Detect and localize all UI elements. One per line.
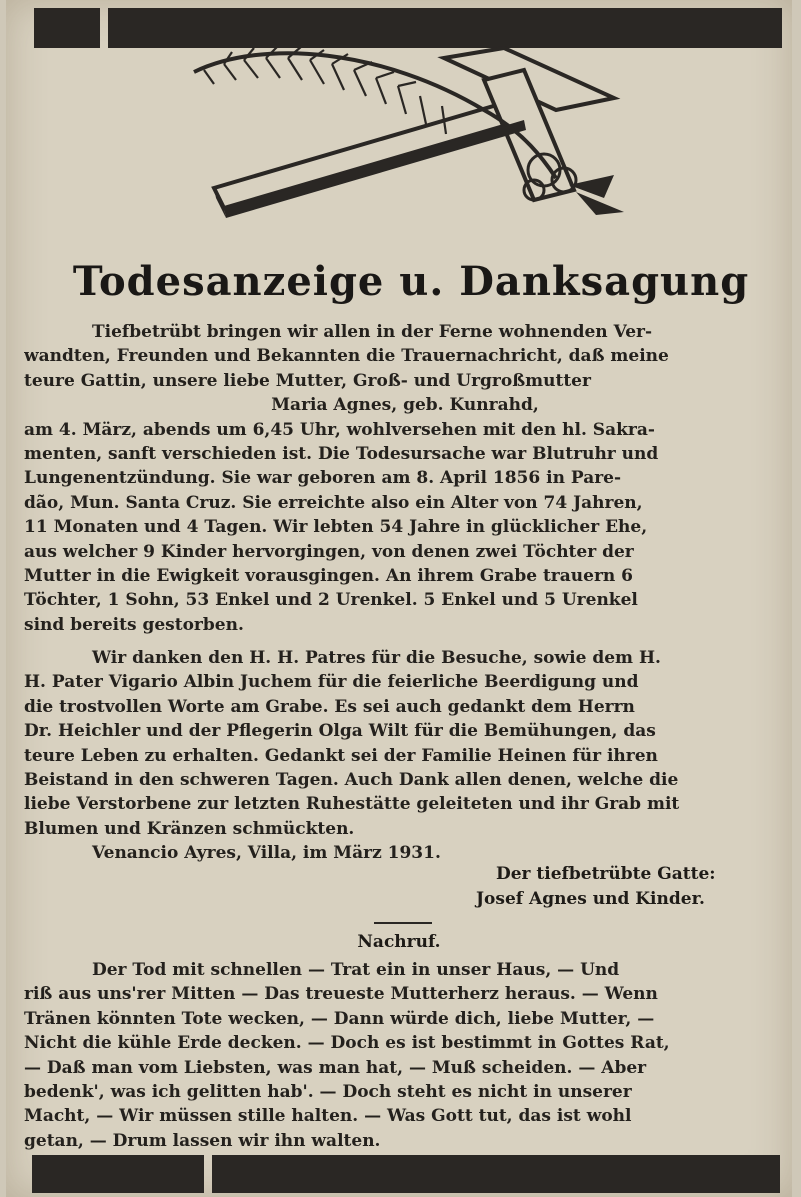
signature-line-1: Der tiefbetrübte Gatte: bbox=[496, 864, 716, 884]
text-line: teure Gattin, unsere liebe Mutter, Groß- und Urgroßmutter bbox=[24, 370, 591, 391]
text-line: wandten, Freunden und Bekannten die Trauernachricht, daß meine bbox=[24, 346, 669, 367]
text-line: Nicht die kühle Erde decken. — Doch es ist bestimmt in Gottes Rat, bbox=[24, 1033, 670, 1054]
announcement-text bbox=[24, 320, 786, 637]
place-date: Venancio Ayres, Villa, im März 1931. bbox=[92, 843, 441, 864]
text-line: teure Leben zu erhalten. Gedankt sei der Familie Heinen für ihren bbox=[24, 745, 658, 766]
text-line: liebe Verstorbene zur letzten Ruhestätte geleiteten und ihr Grab mit bbox=[24, 794, 680, 815]
text-line: Beistand in den schweren Tagen. Auch Dank allen denen, welche die bbox=[24, 769, 679, 790]
text-line: — Daß man vom Liebsten, was man hat, — Muß scheiden. — Aber bbox=[24, 1057, 647, 1078]
divider bbox=[374, 922, 432, 924]
page-title: Todesanzeige u. Danksagung bbox=[72, 258, 750, 305]
text-line: H. Pater Vigario Albin Juchem für die feierliche Beerdigung und bbox=[24, 672, 639, 693]
text-line: Wir danken den H. H. Patres für die Besuche, sowie dem H. bbox=[92, 648, 661, 668]
text-line: Töchter, 1 Sohn, 53 Enkel und 2 Urenkel. 5 Enkel und 5 Urenkel bbox=[24, 590, 638, 611]
text-line: dão, Mun. Santa Cruz. Sie erreichte also ein Alter von 74 Jahren, bbox=[24, 492, 643, 513]
text-line: Tiefbetrübt bringen wir allen in der Ferne wohnenden Ver- bbox=[92, 322, 653, 342]
text-line: Tränen könnten Tote wecken, — Dann würde dich, liebe Mutter, — bbox=[24, 1008, 655, 1029]
text-line: bedenk', was ich gelitten hab'. — Doch steht es nicht in unserer bbox=[24, 1081, 632, 1102]
text-line: aus welcher 9 Kinder hervorgingen, von denen zwei Töchter der bbox=[24, 541, 634, 562]
text-line: riß aus uns'rer Mitten — Das treueste Mutterherz heraus. — Wenn bbox=[24, 984, 658, 1005]
text-line: getan, — Drum lassen wir ihn walten. bbox=[24, 1130, 381, 1151]
bottom-black-rule bbox=[32, 1155, 780, 1193]
text-line: Lungenentzündung. Sie war geboren am 8. April 1856 in Pare- bbox=[24, 468, 622, 489]
text-line: Blumen und Kränzen schmückten. bbox=[24, 818, 355, 839]
deceased-name: Maria Agnes, geb. Kunrahd, bbox=[271, 395, 539, 416]
text-line: 11 Monaten und 4 Tagen. Wir lebten 54 Jahre in glücklicher Ehe, bbox=[24, 517, 648, 538]
text-line: Der Tod mit schnellen — Trat ein in unser Haus, — Und bbox=[92, 960, 620, 980]
text-line: Mutter in die Ewigkeit vorausgingen. An ihrem Grabe trauern 6 bbox=[24, 565, 634, 586]
text-line: Macht, — Wir müssen stille halten. — Was Gott tut, das ist wohl bbox=[24, 1106, 632, 1127]
newspaper-clipping bbox=[6, 0, 792, 1197]
text-line: sind bereits gestorben. bbox=[24, 614, 244, 635]
signature-line-2: Josef Agnes und Kinder. bbox=[476, 889, 705, 909]
text-line: Dr. Heichler und der Pflegerin Olga Wilt für die Bemühungen, das bbox=[24, 721, 656, 742]
signature-block bbox=[476, 862, 786, 912]
text-line: menten, sanft verschieden ist. Die Todesursache war Blutruhr und bbox=[24, 443, 659, 464]
text-line: die trostvollen Worte am Grabe. Es sei auch gedankt dem Herrn bbox=[24, 696, 635, 717]
thanks-text bbox=[24, 646, 786, 866]
nachruf-heading: Nachruf. bbox=[357, 932, 441, 952]
cross-with-palm-frond-icon bbox=[184, 40, 644, 225]
nachruf-text bbox=[24, 958, 786, 1153]
text-line: am 4. März, abends um 6,45 Uhr, wohlversehen mit den hl. Sakra- bbox=[24, 419, 655, 440]
